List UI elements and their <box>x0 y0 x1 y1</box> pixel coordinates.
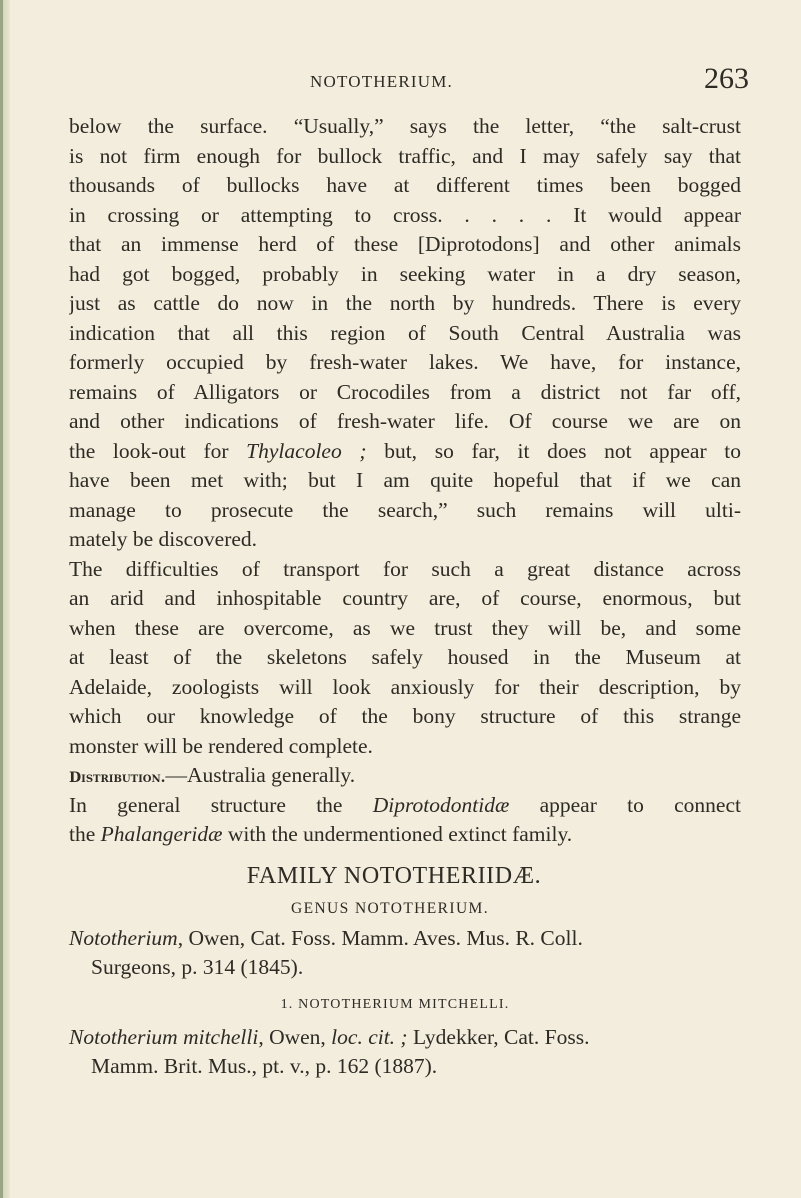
running-head-title: NOTOTHERIUM. <box>310 72 453 91</box>
genus-reference <box>69 924 741 954</box>
body-line: mately be discovered. <box>69 527 258 551</box>
species-reference <box>69 1023 741 1053</box>
species-heading: 1. NOTOTHERIUM MITCHELLI. <box>280 996 510 1012</box>
species-reference-cont: Mamm. Brit. Mus., pt. v., p. 162 (1887). <box>91 1054 438 1078</box>
family-name-italic: Phalangeridæ <box>100 822 223 846</box>
body-line: manage to prosecute the search,” such remains will ulti- <box>69 497 741 522</box>
body-line: thousands of bullocks have at different times been bogged <box>69 173 741 197</box>
body-line: in crossing or attempting to cross. . . . . It would appear <box>69 202 741 227</box>
body-line: below the surface. “Usually,” says the letter, “the salt-crust <box>69 114 741 138</box>
body-line: at least of the skeletons safely housed in the Museum at <box>69 645 741 669</box>
body-line: that an immense herd of these [Diprotodons] and other animals <box>69 232 741 256</box>
text-run: In general structure the <box>69 792 373 817</box>
text-run: the <box>69 822 101 846</box>
body-line: Adelaide, zoologists will look anxiously for their description, by <box>69 674 741 699</box>
main-text <box>69 112 741 1082</box>
family-name-italic: Diprotodontidæ <box>372 792 510 817</box>
body-line: and other indications of fresh-water life. Of course we are on <box>69 409 741 433</box>
text-run: with the undermentioned extinct family. <box>222 822 573 846</box>
body-line: formerly occupied by fresh-water lakes. We have, for instance, <box>69 350 741 374</box>
body-line: which our knowledge of the bony structure of this strange <box>69 704 741 728</box>
body-line: monster will be rendered complete. <box>69 733 373 758</box>
text-run: the look-out for <box>69 438 247 463</box>
text-run: , Owen, Cat. Foss. Mamm. Aves. Mus. R. Coll. <box>177 925 583 950</box>
body-line-thylacoleo <box>69 437 741 467</box>
genus-name-italic: Nototherium <box>69 925 178 950</box>
body-line: indication that all this region of South Central Australia was <box>69 320 741 345</box>
text-run: but, so far, it does not appear to <box>366 438 741 463</box>
body-line: is not firm enough for bullock traffic, and I may safely say that <box>69 143 741 168</box>
body-line: The difficulties of transport for such a great distance across <box>69 556 741 581</box>
page-binding-edge <box>0 0 10 1198</box>
structure-line <box>69 820 741 850</box>
running-header <box>0 58 801 98</box>
body-line: just as cattle do now in the north by hundreds. There is every <box>69 291 741 315</box>
body-line: remains of Alligators or Crocodiles from a district not far off, <box>69 379 741 404</box>
distribution-label: Distribution. <box>69 770 166 786</box>
structure-line <box>69 791 741 821</box>
family-heading: FAMILY NOTOTHERIIDÆ. <box>246 862 542 889</box>
loc-cit-italic: loc. cit. ; <box>331 1024 408 1049</box>
text-run: , Owen, <box>258 1024 332 1049</box>
text-run: Lydekker, Cat. Foss. <box>407 1024 590 1049</box>
genus-name-italic: Thylacoleo ; <box>246 438 367 463</box>
genus-reference-cont: Surgeons, p. 314 (1845). <box>91 955 304 979</box>
distribution-text: —Australia generally. <box>165 763 356 787</box>
distribution-line <box>69 761 741 791</box>
page-number: 263 <box>704 62 749 95</box>
body-line: have been met with; but I am quite hopeful that if we can <box>69 468 741 492</box>
body-line: when these are overcome, as we trust they will be, and some <box>69 615 741 640</box>
body-line: an arid and inhospitable country are, of course, enormous, but <box>69 586 741 610</box>
species-name-italic: Nototherium mitchelli <box>69 1024 259 1049</box>
genus-heading: GENUS NOTOTHERIUM. <box>291 899 489 917</box>
text-run: appear to connect <box>509 792 741 817</box>
body-line: had got bogged, probably in seeking water in a dry season, <box>69 261 741 286</box>
